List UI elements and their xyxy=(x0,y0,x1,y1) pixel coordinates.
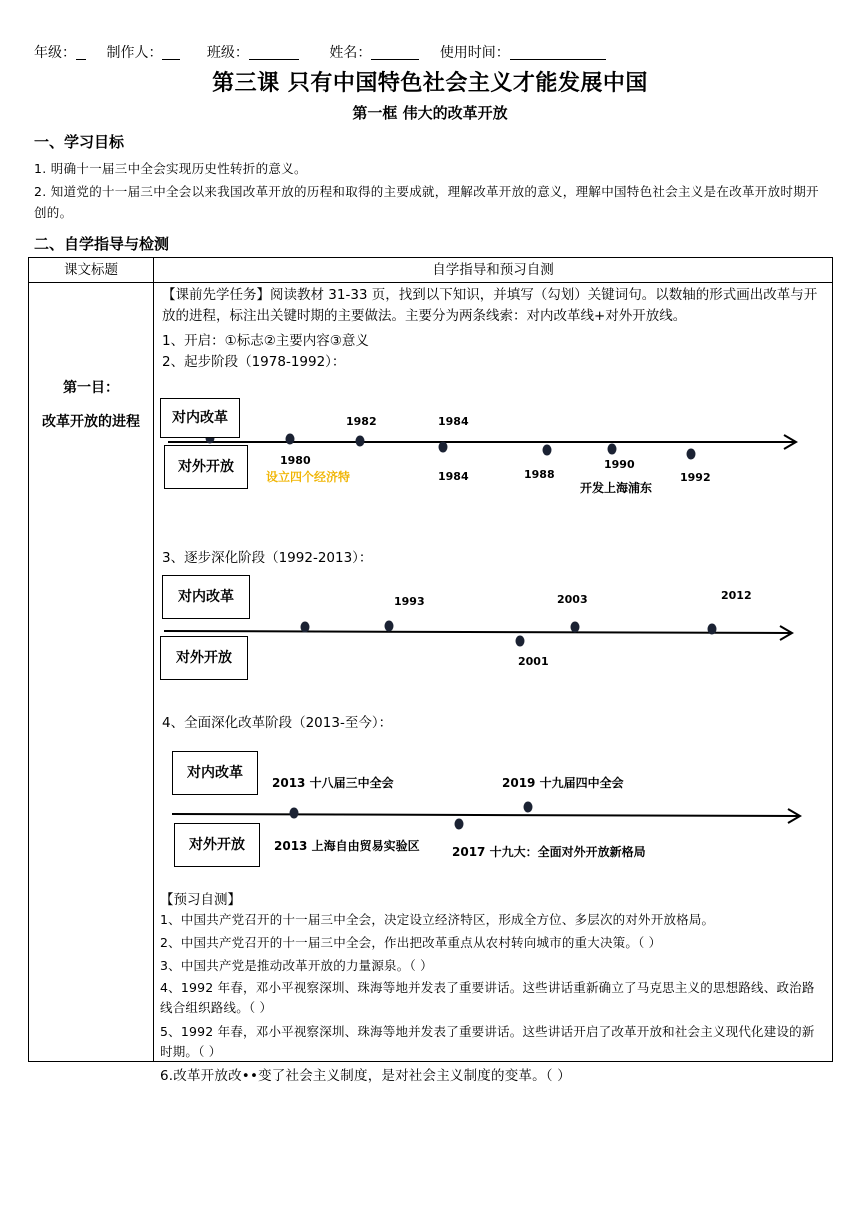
stage3-dot xyxy=(524,802,533,813)
stage2-dot xyxy=(516,636,525,647)
stage2-dot xyxy=(708,624,717,635)
quiz-item-6: 6.改革开放改••变了社会主义制度，是对社会主义制度的变革。（ ） xyxy=(160,1068,571,1084)
stage3-open-box: 对外开放 xyxy=(174,823,260,867)
maker-label: 制作人： xyxy=(106,45,163,61)
stage1-label-sez: 设立四个经济特 xyxy=(266,470,351,484)
stage1-dot xyxy=(608,444,617,455)
goal-1: 1. 明确十一届三中全会实现历史性转折的意义。 xyxy=(34,161,307,176)
grade-blank[interactable] xyxy=(76,45,86,60)
time-blank[interactable] xyxy=(510,45,606,60)
stage1-year-bottom: 1992 xyxy=(680,471,711,484)
item-2: 2、起步阶段（1978-1992）： xyxy=(162,354,346,370)
left-title-2: 改革开放的进程 xyxy=(42,414,140,430)
stage1-reform-box: 对内改革 xyxy=(160,398,240,438)
quiz-item-1: 1、中国共产党召开的十一届三中全会，决定设立经济特区，形成全方位、多层次的对外开放格局。 xyxy=(160,912,715,927)
stage3-label-top1: 2013 十八届三中全会 xyxy=(272,776,394,790)
stage1-dot xyxy=(286,434,295,445)
stage1-dot xyxy=(543,445,552,456)
stage2-dot xyxy=(301,622,310,633)
stage1-year-top: 1984 xyxy=(438,415,469,428)
stage2-reform-box: 对内改革 xyxy=(162,575,250,619)
stage1-year-bottom: 1980 xyxy=(280,454,311,467)
quiz-item-3: 3、中国共产党是推动改革开放的力量源泉。（ ） xyxy=(160,958,433,973)
section-heading-goals: 一、学习目标 xyxy=(34,133,125,151)
stage3-dot xyxy=(455,819,464,830)
stage2-year-top: 1993 xyxy=(394,595,425,608)
stage2-dot xyxy=(385,621,394,632)
quiz-heading: 【预习自测】 xyxy=(160,892,241,908)
header-info-line xyxy=(34,42,606,62)
stage3-label-bottom1: 2013 上海自由贸易实验区 xyxy=(274,839,420,853)
stage2-dot xyxy=(571,622,580,633)
item-1: 1、开启：①标志②主要内容③意义 xyxy=(162,333,369,349)
item-4: 4、全面深化改革阶段（2013-至今）： xyxy=(162,715,393,731)
quiz-item-5: 5、1992 年春，邓小平视察深圳、珠海等地并发表了重要讲话。这些讲话开启了改革开放和社会主义现代化建设的新时期。（ ） xyxy=(160,1024,815,1059)
left-title-1: 第一目： xyxy=(63,380,119,396)
stage3-dot xyxy=(290,808,299,819)
guide-cell xyxy=(154,283,833,1084)
name-label: 姓名： xyxy=(329,45,372,61)
study-table xyxy=(28,257,833,1084)
stage1-year-bottom: 1984 xyxy=(438,470,469,483)
item-3: 3、逐步深化阶段（1992-2013）： xyxy=(162,550,373,566)
stage3-axis-line xyxy=(172,814,798,816)
stage1-open-box: 对外开放 xyxy=(164,445,248,489)
left-title-cell xyxy=(29,283,154,1062)
stage2-year-bottom: 2001 xyxy=(518,655,549,668)
quiz-item-4: 4、1992 年春，邓小平视察深圳、珠海等地并发表了重要讲话。这些讲话重新确立了马克思主义的思想路线、政治路线合组织路线。（ ） xyxy=(160,980,815,1015)
stage2-axis-line xyxy=(164,631,790,633)
stage1-dot xyxy=(687,449,696,460)
stage1-dot xyxy=(439,442,448,453)
class-label: 班级： xyxy=(206,45,249,61)
stage2-axis xyxy=(154,615,824,645)
stage1-year-bottom: 1990 xyxy=(604,458,635,471)
col-header-title: 课文标题 xyxy=(29,258,154,283)
stage1-label-pudong: 开发上海浦东 xyxy=(580,481,653,495)
time-label: 使用时间： xyxy=(439,45,510,61)
stage2-open-box: 对外开放 xyxy=(160,636,248,680)
stage2-year-top: 2003 xyxy=(557,593,588,606)
name-blank[interactable] xyxy=(371,45,419,60)
stage1-axis xyxy=(154,428,824,458)
class-blank[interactable] xyxy=(249,45,299,60)
stage2-year-top: 2012 xyxy=(721,589,752,602)
maker-blank[interactable] xyxy=(162,45,180,60)
quiz-item-2: 2、中国共产党召开的十一届三中全会，作出把改革重点从农村转向城市的重大决策。（ ） xyxy=(160,935,662,950)
goal-2: 2. 知道党的十一届三中全会以来我国改革开放的历程和取得的主要成就，理解改革开放的意义，理解中国特色社会主义是在改革开放时期开创的。 xyxy=(34,184,819,220)
stage3-label-top2: 2019 十九届四中全会 xyxy=(502,776,624,790)
section-heading-guide: 二、自学指导与检测 xyxy=(34,235,170,253)
page-title: 第三课 只有中国特色社会主义才能发展中国 xyxy=(212,71,648,96)
stage3-label-bottom2: 2017 十九大：全面对外开放新格局 xyxy=(452,845,646,859)
page-subtitle: 第一框 伟大的改革开放 xyxy=(352,104,508,122)
grade-label: 年级： xyxy=(34,45,76,61)
col-header-guide: 自学指导和预习自测 xyxy=(154,258,833,283)
task-intro: 【课前先学任务】阅读教材 31-33 页，找到以下知识，并填写（勾划）关键词句。以数轴的形式画出改革与开放的进程，标注出关键时期的主要做法。主要分为两条线索：对内改革线+对外开放线。 xyxy=(162,287,818,324)
stage1-dot xyxy=(356,436,365,447)
stage3-reform-box: 对内改革 xyxy=(172,751,258,795)
stage1-year-top: 1982 xyxy=(346,415,377,428)
stage1-year-bottom: 1988 xyxy=(524,468,555,481)
